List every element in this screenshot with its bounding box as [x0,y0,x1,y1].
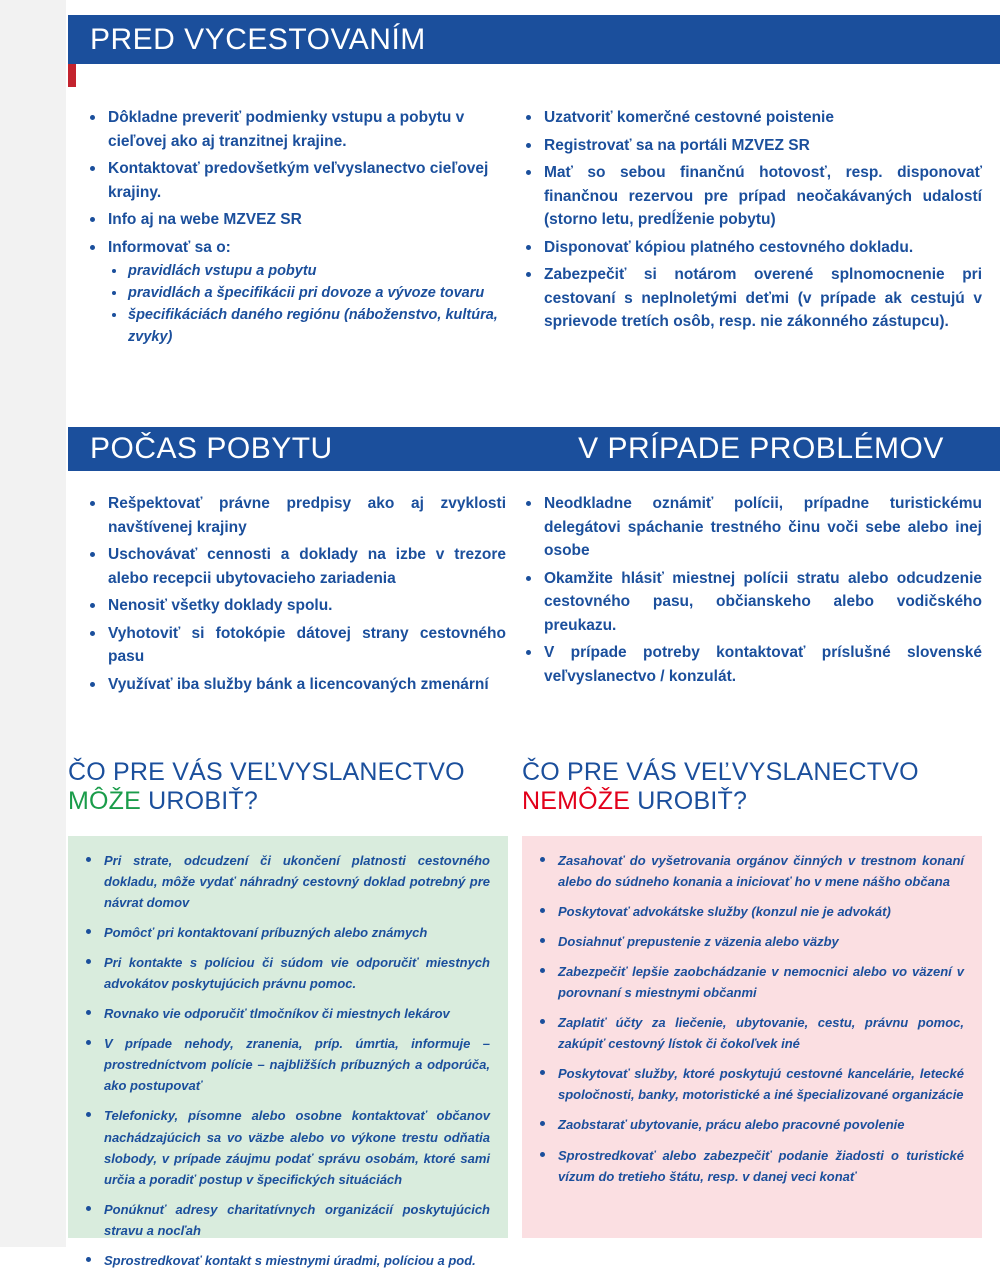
list-item-text: Vyhotoviť si fotokópie dátovej strany cestovného pasu [108,624,506,666]
list-item: Zasahovať do vyšetrovania orgánov činných v trestnom konaní alebo do súdneho konania a iniciovať ho v mene nášho občana [532,850,964,892]
list-item: Zaobstarať ubytovanie, prácu alebo pracovné povolenie [532,1114,964,1135]
list-item-text: Mať so sebou finančnú hotovosť, resp. disponovať finančnou rezervou pre prípad neočakávaných udalostí (storno letu, predĺženie pobytu) [544,164,982,229]
list-item [86,208,506,232]
pred-vycestovanim-left-column [86,106,506,352]
list-item-text: Disponovať kópiou platného cestovného dokladu. [544,238,914,256]
list-item: Pri strate, odcudzení či ukončení platnosti cestovného dokladu, môže vydať náhradný cestovný doklad potrebný pre návrat domov [78,850,490,913]
list-item-text: Nenosiť všetky doklady spolu. [108,597,333,615]
list-item: Poskytovať služby, ktoré poskytujú cestovné kancelárie, letecké spoločnosti, banky, motoristické a iné špecializované organizácie [532,1063,964,1105]
sub-list-item: špecifikáciách daného regiónu (náboženstvo, kultúra, zvyky) [108,305,506,349]
section-heading-text: V PRÍPADE PROBLÉMOV [578,432,944,465]
moze-urobit-box [68,836,508,1268]
list-item-text: Rešpektovať právne predpisy ako aj zvyklosti navštívenej krajiny [108,495,506,536]
list-item-text: Informovať sa o: [108,238,231,256]
list-item-text: Info aj na webe MZVEZ SR [108,211,302,229]
list-item [86,673,506,697]
section-heading-v-pripade-problemov [522,427,1000,471]
bullet-list [78,850,490,1271]
sub-bullet-list [108,261,506,348]
list-item-text: Zabezpečiť si notárom overené splnomocnenie pri cestovaní s neplnoletými deťmi (v prípade ak cestujú v sprievode tretích osôb, resp. nie zákonného zástupcu). [544,266,982,331]
list-item-text: Uschovávať cennosti a doklady na izbe v trezore alebo recepcii ubytovacieho zariadenia [108,546,506,587]
subsection-title-line1: ČO PRE VÁS VEĽVYSLANECTVO [68,758,465,786]
list-item [86,157,506,204]
subsection-title-rest: UROBIŤ? [630,786,748,815]
list-item [522,106,982,130]
subsection-title-moze-urobit [68,758,508,815]
list-item [522,641,982,688]
list-item: Ponúknuť adresy charitatívnych organizácií poskytujúcich stravu a nocľah [78,1199,490,1241]
list-item: Poskytovať advokátske služby (konzul nie je advokát) [532,901,964,922]
v-pripade-problemov-column [522,492,982,692]
list-item-text: Registrovať sa na portáli MZVEZ SR [544,136,810,154]
subsection-title-rest: UROBIŤ? [141,786,258,815]
list-item-text: V prípade potreby kontaktovať príslušné slovenské veľvyslanectvo / konzulát. [544,644,982,685]
list-item-text: Okamžite hlásiť miestnej polícii stratu alebo odcudzenie cestovného pasu, občianskeho alebo vodičského preukazu. [544,569,982,634]
nemoze-urobit-box [522,836,982,1238]
section-heading-text: PRED VYCESTOVANÍM [90,22,426,56]
list-item [522,567,982,638]
list-item [86,236,506,349]
list-item [522,134,982,158]
list-item: Pri kontakte s políciou či súdom vie odporučiť miestnych advokátov poskytujúcich právnu pomoc. [78,952,490,994]
list-item: Zaplatiť účty za liečenie, ubytovanie, cestu, právnu pomoc, zakúpiť cestovný lístok či čokoľvek iné [532,1012,964,1054]
subsection-title-highlight: NEMÔŽE [522,786,631,815]
list-item: Pomôcť pri kontaktovaní príbuzných alebo známych [78,922,490,943]
list-item-text: Dôkladne preveriť podmienky vstupu a pobytu v cieľovej ako aj tranzitnej krajine. [108,109,465,150]
list-item-text: Uzatvoriť komerčné cestovné poistenie [544,109,834,126]
list-item [86,543,506,590]
list-item [86,106,506,153]
list-item [86,622,506,669]
bullet-list [86,492,506,696]
pocas-pobytu-column [86,492,506,700]
list-item-text: Využívať iba služby bánk a licencovaných zmenární [108,675,489,693]
list-item-text: Kontaktovať predovšetkým veľvyslanectvo cieľovej krajiny. [108,160,489,201]
list-item: Zabezpečiť lepšie zaobchádzanie v nemocnici alebo vo väzení v porovnaní s miestnymi občanmi [532,961,964,1003]
subsection-title-highlight: MÔŽE [68,786,142,815]
sub-list-item: pravidlách a špecifikácii pri dovoze a vývoze tovaru [108,283,506,305]
list-item [522,161,982,232]
page-left-margin [0,0,66,1247]
bullet-list [522,492,982,688]
list-item [86,492,506,539]
section-heading-text: POČAS POBYTU [90,432,333,465]
list-item: Sprostredkovať kontakt s miestnymi úradmi, políciou a pod. [78,1250,490,1271]
sub-list-item: pravidlách vstupu a pobytu [108,261,506,283]
subsection-title-line2 [522,787,982,816]
list-item [522,492,982,563]
bullet-list [86,106,506,348]
list-item [86,594,506,618]
subsection-title-nemoze-urobit [522,758,982,815]
section-heading-pred-vycestovanim [68,15,1000,64]
list-item: Rovnako vie odporučiť tlmočníkov či miestnych lekárov [78,1003,490,1024]
list-item [522,236,982,260]
list-item [522,263,982,334]
list-item: Dosiahnuť prepustenie z väzenia alebo väzby [532,931,964,952]
list-item: Telefonicky, písomne alebo osobne kontaktovať občanov nachádzajúcich sa vo väzbe alebo vo výkone trestu odňatia slobody, v prípade záujmu podať správu osobám, ktoré sami určia a poradiť postup v špecifických situáciách [78,1105,490,1189]
subsection-title-line2 [68,787,508,816]
list-item-text: Neodkladne oznámiť polícii, prípadne turistickému delegátovi spáchanie trestného činu voči sebe alebo inej osobe [544,495,982,560]
list-item: Sprostredkovať alebo zabezpečiť podanie žiadosti o turistické vízum do tretieho štátu, resp. v danej veci konať [532,1145,964,1187]
pred-vycestovanim-right-column [522,106,982,338]
section-heading-pocas-pobytu [68,427,522,471]
subsection-title-line1: ČO PRE VÁS VEĽVYSLANECTVO [522,758,919,786]
bullet-list [532,850,964,1187]
list-item: V prípade nehody, zranenia, príp. úmrtia, informuje – prostredníctvom polície – najbližších príbuzných a odporúča, ako postupovať [78,1033,490,1096]
bullet-list [522,106,982,334]
